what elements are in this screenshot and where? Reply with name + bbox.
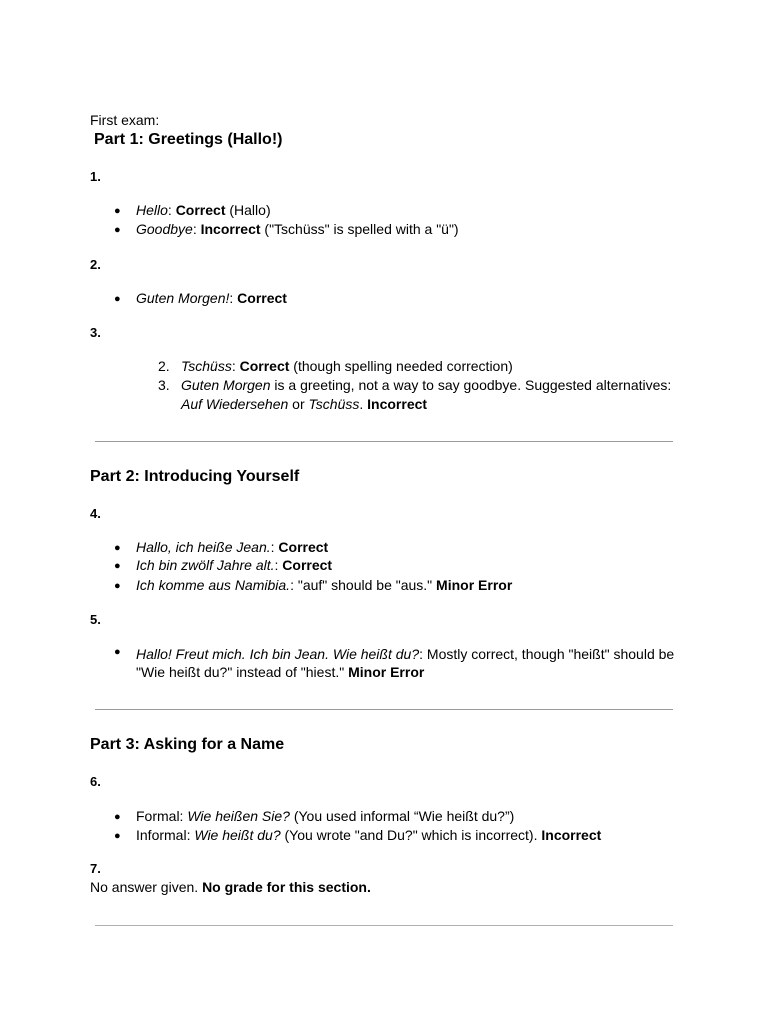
bullet-icon: ● (114, 580, 121, 592)
bullet-icon: ● (114, 560, 121, 572)
list-item: ● Hallo, ich heiße Jean.: Correct (114, 538, 328, 558)
bullet-icon: ● (114, 542, 121, 554)
section-divider (95, 709, 673, 710)
bullet-icon: ● (114, 224, 121, 236)
list-item: 2. Tschüss: Correct (though spelling needed correction) (158, 358, 513, 374)
list-marker: 3. (158, 377, 170, 393)
part2-heading: Part 2: Introducing Yourself (90, 468, 300, 485)
list-item: ● Formal: Wie heißen Sie? (You used informal “Wie heißt du?”) (114, 807, 514, 827)
section-divider (95, 441, 673, 442)
list-item: ● Ich komme aus Namibia.: "auf" should be "aus." Minor Error (114, 576, 512, 596)
question-2-number: 2. (90, 257, 101, 272)
list-item: ● Ich bin zwölf Jahre alt.: Correct (114, 556, 332, 576)
part1-heading: Part 1: Greetings (Hallo!) (94, 131, 283, 148)
list-item: ● Informal: Wie heißt du? (You wrote "and Du?" which is incorrect). Incorrect (114, 826, 601, 846)
question-6-number: 6. (90, 774, 101, 789)
bullet-icon: ● (114, 811, 121, 823)
question-7-answer: No answer given. No grade for this section. (90, 879, 371, 895)
bullet-icon: ● (114, 293, 121, 305)
bullet-icon: ● (114, 205, 121, 217)
list-marker: 2. (158, 358, 170, 374)
bullet-icon: ● (114, 646, 121, 658)
question-3-number: 3. (90, 325, 101, 340)
question-7-number: 7. (90, 861, 101, 876)
question-4-number: 4. (90, 506, 101, 521)
list-item: ● Guten Morgen!: Correct (114, 289, 287, 309)
part3-heading: Part 3: Asking for a Name (90, 736, 285, 753)
list-item: Hallo! Freut mich. Ich bin Jean. Wie heißt du?: Mostly correct, though "heißt" should be "Wie heißt du?" instead of "hiest." Minor Error (136, 646, 675, 680)
list-item: ● Hello: Correct (Hallo) (114, 201, 271, 221)
list-item: 3. Guten Morgen is a greeting, not a way to say goodbye. Suggested alternatives: Auf Wiedersehen or Tschüss. Incorrect (158, 377, 672, 412)
list-item: ● Goodbye: Incorrect ("Tschüss" is spelled with a "ü") (114, 220, 459, 240)
question-1-number: 1. (90, 169, 101, 184)
intro-text: First exam: (90, 112, 160, 128)
bullet-icon: ● (114, 830, 121, 842)
section-divider (95, 925, 673, 926)
question-5-number: 5. (90, 612, 101, 627)
